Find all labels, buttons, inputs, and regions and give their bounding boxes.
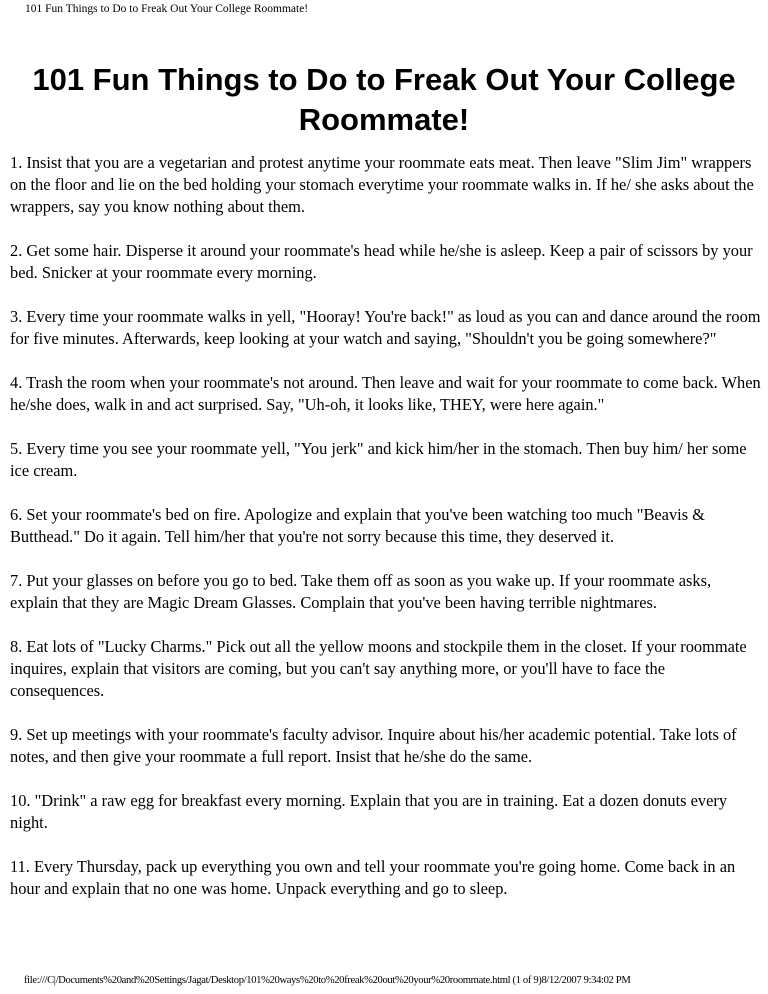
list-item: 3. Every time your roommate walks in yell, "Hooray! You're back!" as loud as you can and dance around the room for five minutes. Afterwards, keep looking at your watch and saying, "Shouldn't you be going somewhere?" [10, 307, 761, 348]
list-item: 1. Insist that you are a vegetarian and protest anytime your roommate eats meat. Then leave "Slim Jim" wrappers on the floor and lie on the bed holding your stomach everytime your roommate walks in. If he/ she asks about the wrappers, say you know nothing about them. [10, 153, 754, 216]
list-item: 6. Set your roommate's bed on fire. Apologize and explain that you've been watching too much "Beavis & Butthead." Do it again. Tell him/her that you're not sorry because this time, they deserved it. [10, 505, 705, 546]
list-item: 10. "Drink" a raw egg for breakfast every morning. Explain that you are in training. Eat a dozen donuts every night. [10, 791, 728, 832]
list-item: 11. Every Thursday, pack up everything you own and tell your roommate you're going home. Come back in an hour and explain that no one was home. Unpack everything and go to sleep. [10, 857, 736, 898]
list-item: 2. Get some hair. Disperse it around your roommate's head while he/she is asleep. Keep a pair of scissors by your bed. Snicker at your roommate every morning. [10, 241, 753, 282]
list-item: 8. Eat lots of "Lucky Charms." Pick out all the yellow moons and stockpile them in the closet. If your roommate inquires, explain that visitors are coming, but you can't say anything more, or you'll have to face the consequences. [10, 637, 747, 700]
item-list [10, 152, 762, 922]
print-footer: file:///C|/Documents%20and%20Settings/Jagat/Desktop/101%20ways%20to%20freak%20out%20your%20roommate.html (1 of 9)8/12/2007 9:34:02 PM [24, 975, 631, 986]
list-item: 5. Every time you see your roommate yell, "You jerk" and kick him/her in the stomach. Then buy him/ her some ice cream. [10, 439, 747, 480]
print-header: 101 Fun Things to Do to Freak Out Your College Roommate! [25, 3, 309, 15]
list-item: 9. Set up meetings with your roommate's faculty advisor. Inquire about his/her academic potential. Take lots of notes, and then give your roommate a full report. Insist that he/she do the same. [10, 725, 737, 766]
list-item: 4. Trash the room when your roommate's not around. Then leave and wait for your roommate to come back. When he/she does, walk in and act surprised. Say, "Uh-oh, it looks like, THEY, were here again." [10, 373, 761, 414]
list-item: 7. Put your glasses on before you go to bed. Take them off as soon as you wake up. If your roommate asks, explain that they are Magic Dream Glasses. Complain that you've been having terrible nightmares. [10, 571, 712, 612]
page-title: 101 Fun Things to Do to Freak Out Your College Roommate! [32, 62, 736, 137]
